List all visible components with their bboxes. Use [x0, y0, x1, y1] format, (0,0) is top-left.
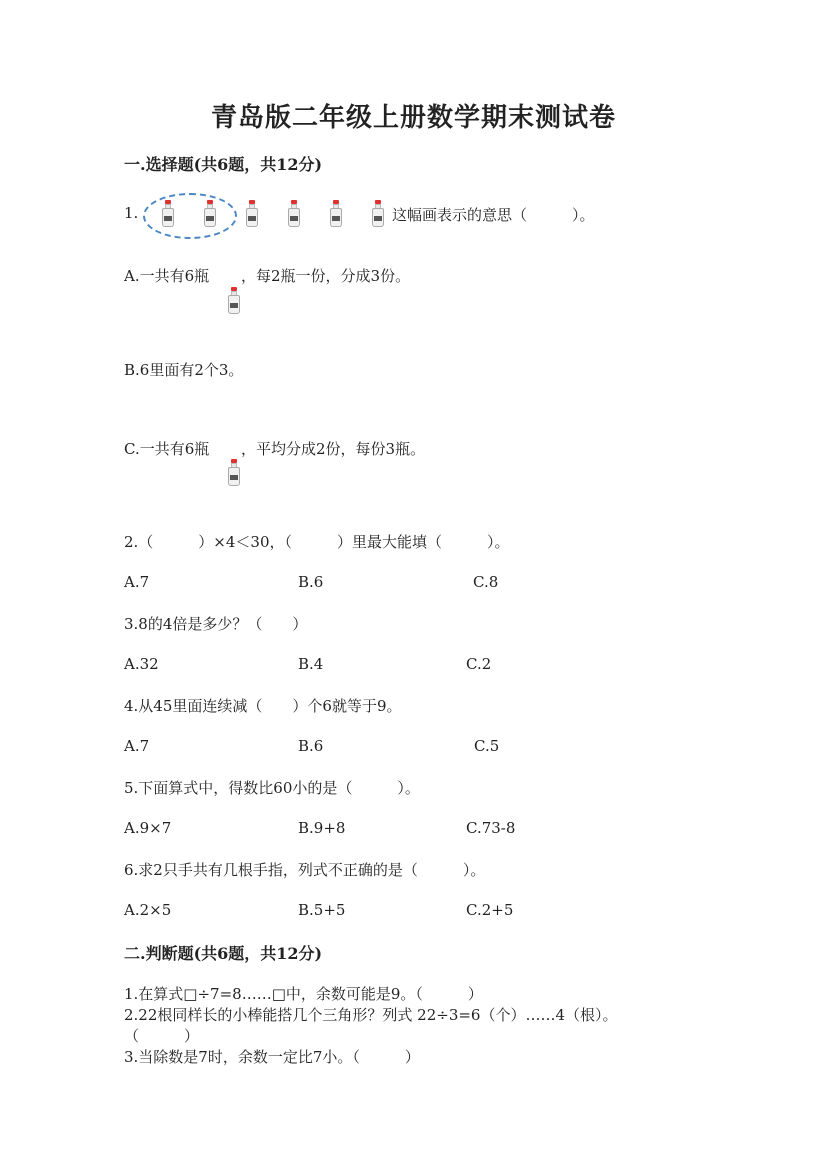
option-b: B.6: [298, 573, 324, 591]
option-a: A.7: [124, 573, 150, 591]
option-b: B.4: [298, 655, 324, 673]
option-c-text: ，平均分成2份，每份3瓶。: [241, 440, 426, 458]
judgement-question-3: 3.当除数是7时，余数一定比7小。（ ）: [124, 1048, 420, 1066]
judgement-question-2-blank: （ ）: [124, 1027, 200, 1045]
option-b: B.6: [298, 737, 324, 755]
section-heading-choice: 一.选择题(共6题，共12分): [124, 155, 323, 174]
page-title: 青岛版二年级上册数学期末测试卷: [210, 103, 616, 133]
question-text: 3.8的4倍是多少？（ ）: [124, 615, 308, 633]
water-bottle-icon: [227, 459, 241, 487]
option-b: B.6里面有2个3。: [124, 361, 244, 379]
question-text: 这幅画表示的意思（ ）。: [392, 206, 595, 224]
water-bottle-icon: [227, 287, 241, 315]
option-a: A.32: [124, 655, 159, 673]
water-bottle-icon: [287, 200, 301, 228]
option-c: C.73-8: [466, 819, 516, 837]
option-a-text: ，每2瓶一份，分成3份。: [241, 267, 411, 285]
option-b: B.5+5: [298, 901, 346, 919]
option-a: A.2×5: [124, 901, 172, 919]
option-c: C.8: [473, 573, 499, 591]
option-a: A.9×7: [124, 819, 172, 837]
option-b: B.9+8: [298, 819, 346, 837]
judgement-question-1: 1.在算式□÷7=8……□中，余数可能是9。（ ）: [124, 985, 483, 1003]
question-text: 6.求2只手共有几根手指，列式不正确的是（ ）。: [124, 861, 486, 879]
water-bottle-icon: [371, 200, 385, 228]
dashed-oval-grouping: [143, 193, 237, 239]
question-text: 2.（ ）×4＜30，（ ）里最大能填（ ）。: [124, 533, 510, 551]
section-heading-judgement: 二.判断题(共6题，共12分): [124, 944, 323, 963]
question-text: 4.从45里面连续减（ ）个6就等于9。: [124, 697, 402, 715]
option-a: A.一共有6瓶: [124, 267, 210, 285]
water-bottle-icon: [203, 200, 217, 228]
option-c: C.一共有6瓶: [124, 440, 210, 458]
option-c: C.2: [466, 655, 492, 673]
option-c: C.5: [474, 737, 500, 755]
option-a: A.7: [124, 737, 150, 755]
option-c: C.2+5: [466, 901, 514, 919]
water-bottle-icon: [245, 200, 259, 228]
question-text: 5.下面算式中，得数比60小的是（ ）。: [124, 779, 420, 797]
water-bottle-icon: [161, 200, 175, 228]
judgement-question-2: 2.22根同样长的小棒能搭几个三角形？列式 22÷3=6（个）……4（根）。: [124, 1006, 618, 1024]
water-bottle-icon: [329, 200, 343, 228]
question-number: 1.: [124, 204, 139, 222]
